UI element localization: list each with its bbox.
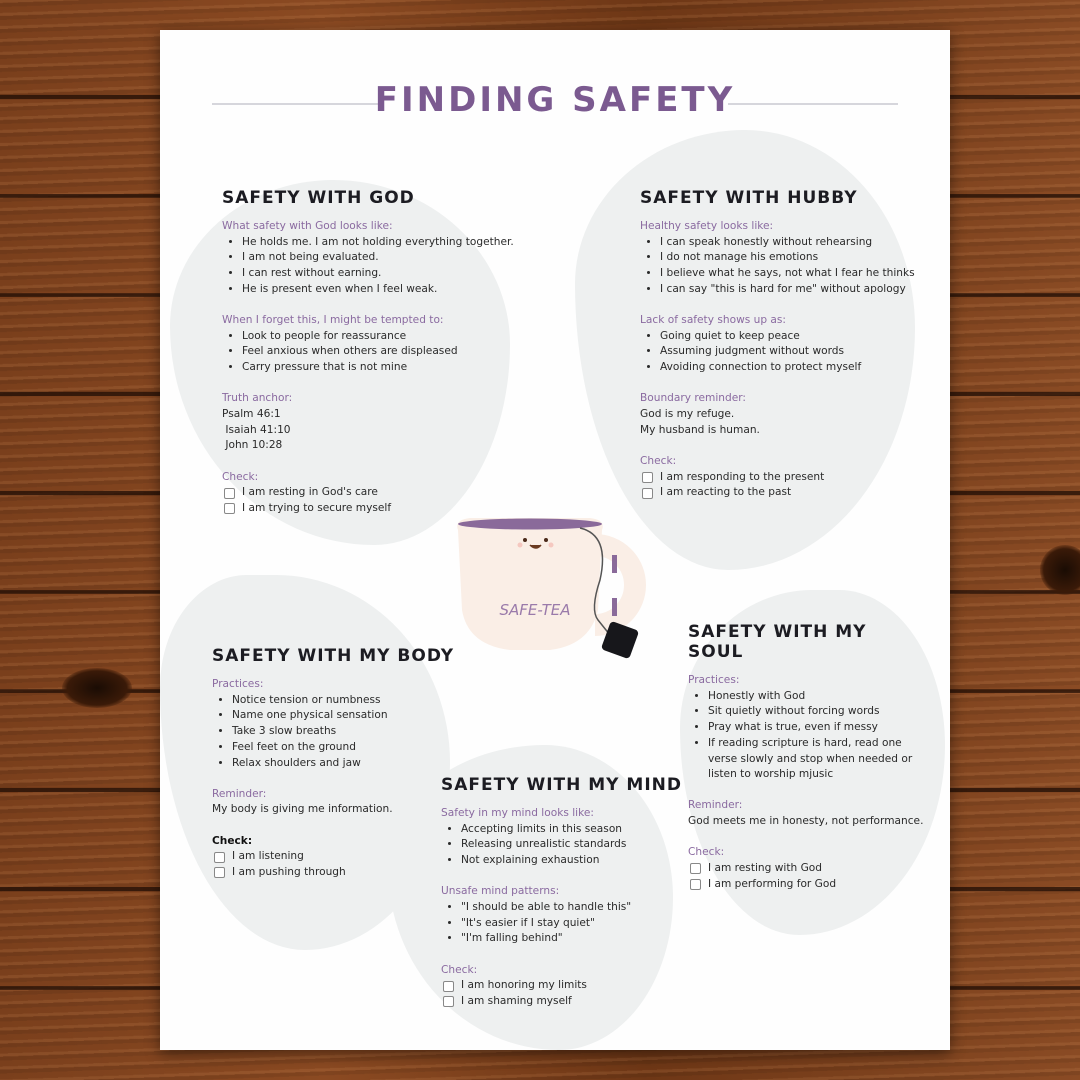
block-label: Check: <box>640 454 677 467</box>
checkbox-label: I am resting with God <box>708 862 822 875</box>
text-line: God is my refuge. <box>640 408 735 421</box>
section-block <box>688 845 928 892</box>
section-block <box>222 219 514 298</box>
bullet-list <box>441 900 682 947</box>
list-item: • I can rest without earning. <box>242 266 514 282</box>
checkbox[interactable] <box>642 472 653 483</box>
list-item: • He is present even when I feel weak. <box>242 282 514 298</box>
list-item: • Not explaining exhaustion <box>461 853 682 869</box>
checkbox-label: I am reacting to the past <box>660 486 792 499</box>
checkbox-item[interactable] <box>690 877 928 893</box>
list-item: • Relax shoulders and jaw <box>232 756 454 772</box>
checkbox[interactable] <box>690 879 701 890</box>
checkbox-item[interactable] <box>224 485 514 501</box>
worksheet-page <box>160 30 950 1050</box>
checkbox-label: I am responding to the present <box>660 470 825 483</box>
checkbox-item[interactable] <box>214 865 454 881</box>
block-label: Check: <box>222 470 259 483</box>
list-item: • Notice tension or numbness <box>232 693 454 709</box>
section-mind <box>441 775 682 1025</box>
section-block <box>640 391 915 438</box>
checkbox-label: I am resting in God's care <box>242 486 378 499</box>
text-line: Psalm 46:1 <box>222 408 281 421</box>
section-title: SAFETY WITH HUBBY <box>640 188 858 208</box>
block-label: Unsafe mind patterns: <box>441 885 560 898</box>
text-line: My husband is human. <box>640 423 760 436</box>
list-item: • "It's easier if I stay quiet" <box>461 916 682 932</box>
section-block <box>640 454 915 501</box>
checkbox[interactable] <box>214 867 225 878</box>
text-line: My body is giving me information. <box>212 803 393 816</box>
bullet-list <box>640 329 915 376</box>
section-block <box>212 787 454 818</box>
block-label: Reminder: <box>688 799 743 812</box>
block-label: Lack of safety shows up as: <box>640 314 787 327</box>
checkbox-label: I am honoring my limits <box>461 979 587 992</box>
bullet-list <box>222 235 514 298</box>
list-item: • Releasing unrealistic standards <box>461 837 682 853</box>
checkbox-label: I am trying to secure myself <box>242 502 392 515</box>
list-item: • I do not manage his emotions <box>660 250 915 266</box>
text-line: John 10:28 <box>222 439 283 452</box>
checkbox[interactable] <box>443 996 454 1007</box>
block-label: Check: <box>212 834 253 847</box>
section-block <box>212 677 454 771</box>
list-item: • Name one physical sensation <box>232 708 454 724</box>
section-soul <box>688 622 928 908</box>
list-item: • Assuming judgment without words <box>660 344 915 360</box>
block-label: Check: <box>688 846 725 859</box>
checkbox-item[interactable] <box>443 978 682 994</box>
block-label: Boundary reminder: <box>640 392 746 405</box>
bullet-list <box>441 822 682 869</box>
section-block <box>212 834 454 881</box>
tea-mug-illustration <box>440 500 670 660</box>
text-line: God meets me in honesty, not performance. <box>688 815 924 828</box>
section-block <box>441 884 682 947</box>
list-item: • Avoiding connection to protect myself <box>660 360 915 376</box>
checkbox[interactable] <box>224 503 235 514</box>
block-label: When I forget this, I might be tempted to: <box>222 314 444 327</box>
section-god <box>222 188 514 532</box>
list-item: • Look to people for reassurance <box>242 329 514 345</box>
checkbox-item[interactable] <box>214 849 454 865</box>
section-block <box>688 798 928 829</box>
bullet-list <box>640 235 915 298</box>
checkbox[interactable] <box>690 863 701 874</box>
bullet-list <box>688 689 928 783</box>
list-item: • Feel anxious when others are displeased <box>242 344 514 360</box>
wood-knot <box>1040 545 1080 595</box>
checkbox-label: I am shaming myself <box>461 995 572 1008</box>
section-body <box>212 646 454 896</box>
list-item: • I am not being evaluated. <box>242 250 514 266</box>
checkbox-label: I am listening <box>232 850 304 863</box>
list-item: • Honestly with God <box>708 689 928 705</box>
checkbox[interactable] <box>214 852 225 863</box>
checkbox-item[interactable] <box>642 470 915 486</box>
section-block <box>441 806 682 869</box>
block-label: Safety in my mind looks like: <box>441 807 594 819</box>
list-item: • Going quiet to keep peace <box>660 329 915 345</box>
text-line: Isaiah 41:10 <box>222 423 291 436</box>
section-block <box>640 219 915 298</box>
checkbox[interactable] <box>642 488 653 499</box>
wood-knot <box>62 668 132 708</box>
mug-label: SAFE-TEA <box>499 601 571 619</box>
section-block <box>688 673 928 783</box>
list-item: • Feel feet on the ground <box>232 740 454 756</box>
section-block <box>222 391 514 454</box>
checkbox-item[interactable] <box>443 994 682 1010</box>
block-label: Healthy safety looks like: <box>640 220 774 232</box>
mug-body <box>457 518 603 650</box>
page-title: FINDING SAFETY <box>374 80 736 120</box>
list-item: • I can say "this is hard for me" without apology <box>660 282 915 298</box>
list-item: • Carry pressure that is not mine <box>242 360 514 376</box>
section-title: SAFETY WITH MY BODY <box>212 646 455 666</box>
section-block <box>222 313 514 376</box>
checkbox-label: I am performing for God <box>708 877 837 890</box>
block-label: Reminder: <box>212 787 267 800</box>
checkbox-item[interactable] <box>690 861 928 877</box>
checkbox[interactable] <box>224 488 235 499</box>
section-block <box>441 963 682 1010</box>
list-item: • Accepting limits in this season <box>461 822 682 838</box>
checkbox-label: I am pushing through <box>232 866 346 879</box>
block-label: Check: <box>441 963 478 976</box>
block-label: Truth anchor: <box>222 392 293 405</box>
list-item: • I can speak honestly without rehearsing <box>660 235 915 251</box>
section-hubby <box>640 188 915 517</box>
section-title: SAFETY WITH GOD <box>222 188 415 208</box>
list-item: • Pray what is true, even if messy <box>708 720 928 736</box>
list-item: • I believe what he says, not what I fear he thinks <box>660 266 915 282</box>
list-item: • "I should be able to handle this" <box>461 900 682 916</box>
list-item: • Sit quietly without forcing words <box>708 704 928 720</box>
bullet-list <box>222 329 514 376</box>
checkbox-item[interactable] <box>642 485 915 501</box>
block-label: Practices: <box>212 678 264 690</box>
section-title: SAFETY WITH MY SOUL <box>688 622 867 662</box>
list-item: • He holds me. I am not holding everything together. <box>242 235 514 251</box>
bullet-list <box>212 693 454 772</box>
list-item: • "I'm falling behind" <box>461 931 682 947</box>
list-item: • Take 3 slow breaths <box>232 724 454 740</box>
list-item: • If reading scripture is hard, read one verse slowly and stop when needed or listen to worship mjusic <box>708 736 928 783</box>
block-label: What safety with God looks like: <box>222 220 393 232</box>
block-label: Practices: <box>688 674 740 686</box>
checkbox[interactable] <box>443 981 454 992</box>
section-block <box>640 313 915 376</box>
section-title: SAFETY WITH MY MIND <box>441 775 682 795</box>
